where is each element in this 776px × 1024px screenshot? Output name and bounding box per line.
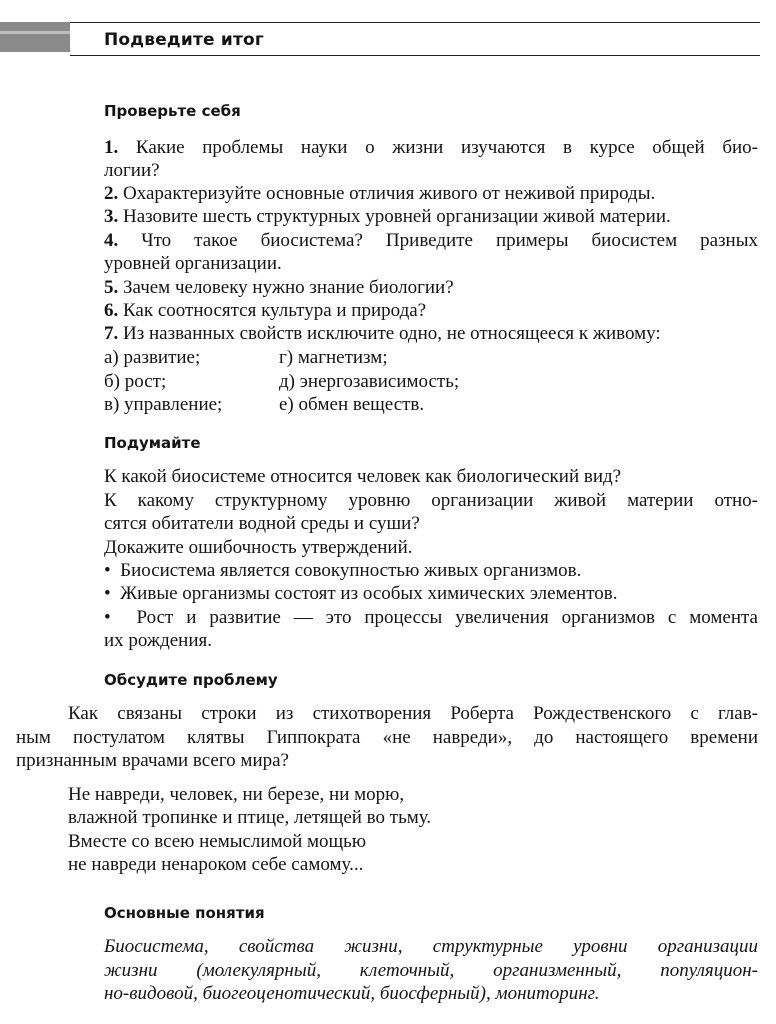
statement-3-text: Рост и развитие — это процессы увеличения организмов с момента (136, 607, 758, 628)
option-b: б) рост; (104, 370, 167, 392)
options-row (104, 370, 459, 394)
option-e: е) обмен веществ. (279, 394, 425, 415)
question-2-text: Охарактеризуйте основные отличия живого от неживой природы. (123, 183, 656, 204)
question-6 (104, 299, 426, 322)
question-4-text: Что такое биосистема? Приведите примеры биосистем разных (141, 230, 758, 251)
poem-line-3: Вместе со всею немыслимой мощью (68, 831, 367, 852)
header-accent-bar (0, 22, 70, 52)
think-line-1: К какой биосистеме относится человек как биологический вид? (104, 466, 622, 487)
question-7 (104, 322, 764, 345)
bullet-icon: • (104, 583, 111, 604)
think-heading: Подумайте (104, 434, 201, 452)
question-2-number: 2. (104, 183, 119, 204)
think-line-2a: К какому структурному уровню организации живой материи отно- (104, 490, 758, 511)
question-1-line-1 (104, 136, 758, 159)
options-grid (104, 346, 459, 417)
poem-line-1: Не навреди, человек, ни березе, ни морю, (68, 784, 405, 805)
options-row (104, 346, 459, 370)
poem-line-2: влажной тропинке и птице, летящей во тьму. (68, 807, 432, 828)
discuss-line-3: признанным врачами всего мира? (16, 750, 289, 771)
concepts-line-2: жизни (молекулярный, клеточный, организменный, популяцион- (104, 960, 758, 981)
concepts-heading: Основные понятия (104, 904, 265, 922)
question-1-text: Какие проблемы науки о жизни изучаются в курсе общей био- (135, 137, 759, 158)
question-4-line-2: уровней организации. (104, 253, 282, 274)
question-3 (104, 205, 764, 228)
question-6-number: 6. (104, 300, 119, 321)
check-heading: Проверьте себя (104, 102, 241, 120)
question-7-number: 7. (104, 323, 119, 344)
question-3-text: Назовите шесть структурных уровней организации живой материи. (123, 206, 671, 227)
question-4-line-1 (104, 229, 758, 252)
page-title: Подведите итог (104, 30, 264, 50)
option-v: в) управление; (104, 394, 223, 415)
statement-1 (104, 559, 581, 582)
statement-2-text: Живые организмы состоят из особых химических элементов. (120, 583, 618, 604)
question-1-number: 1. (104, 137, 119, 158)
options-row (104, 393, 459, 417)
question-5-text: Зачем человеку нужно знание биологии? (123, 277, 454, 298)
question-4-number: 4. (104, 230, 119, 251)
statement-3-line-2: их рождения. (104, 630, 212, 651)
question-5-number: 5. (104, 277, 119, 298)
statement-2 (104, 582, 617, 605)
header-rule-bottom (70, 55, 760, 56)
question-1-line-2: логии? (104, 160, 160, 181)
option-a: а) развитие; (104, 347, 201, 368)
bullet-icon: • (104, 607, 111, 628)
bullet-icon: • (104, 560, 111, 581)
statement-1-text: Биосистема является совокупностью живых организмов. (120, 560, 582, 581)
statement-3-line-1 (104, 606, 758, 629)
think-line-3: Докажите ошибочность утверждений. (104, 537, 413, 558)
option-d: д) энергозависимость; (279, 370, 460, 392)
question-5 (104, 276, 454, 299)
question-6-text: Как соотносятся культура и природа? (123, 300, 427, 321)
question-7-text: Из названных свойств исключите одно, не относящееся к живому: (123, 323, 661, 344)
question-2 (104, 182, 764, 205)
discuss-line-1: Как связаны строки из стихотворения Роберта Рождественского с глав- (68, 703, 758, 724)
think-line-2b: сятся обитатели водной среды и суши? (104, 513, 420, 534)
question-3-number: 3. (104, 206, 119, 227)
poem-line-4: не навреди ненароком себе самому... (68, 854, 364, 875)
concepts-line-3: но-видовой, биогеоценотический, биосферный), мониторинг. (104, 983, 600, 1004)
option-g: г) магнетизм; (279, 347, 388, 368)
header-rule-top (70, 22, 760, 23)
concepts-line-1: Биосистема, свойства жизни, структурные уровни организации (104, 936, 758, 957)
discuss-line-2: ным постулатом клятвы Гиппократа «не навреди», до настоящего времени (16, 727, 758, 748)
discuss-heading: Обсудите проблему (104, 671, 278, 689)
